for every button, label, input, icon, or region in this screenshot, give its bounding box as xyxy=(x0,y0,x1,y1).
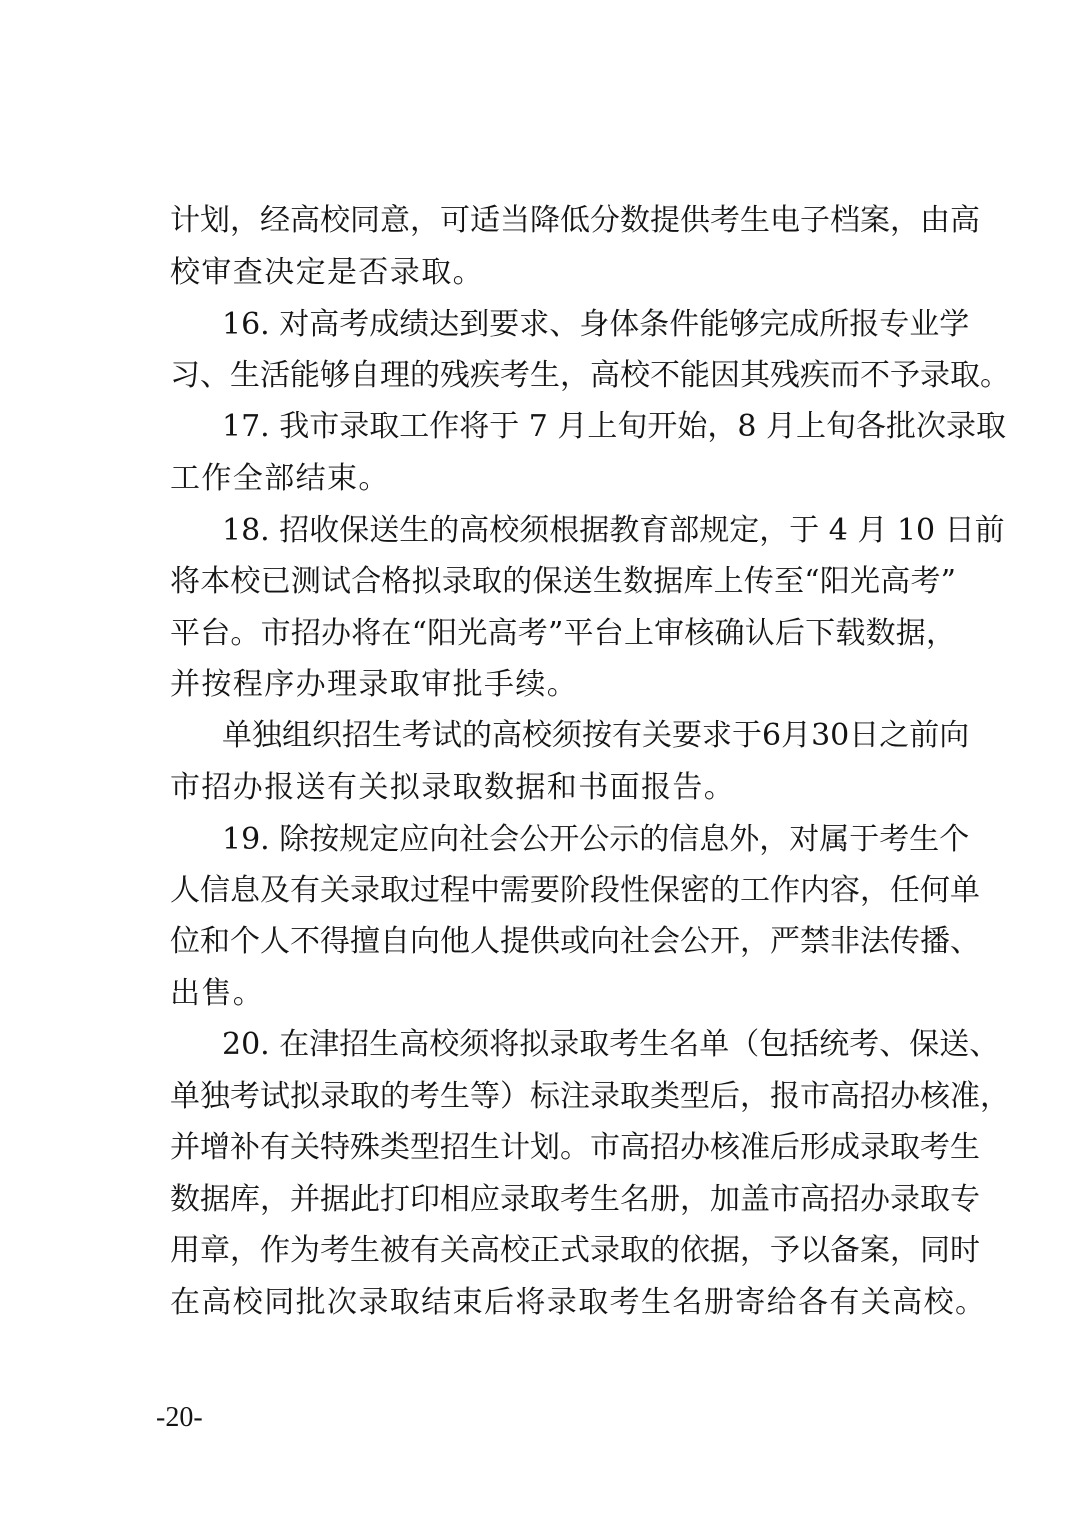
text-line: 19. 除按规定应向社会公开公示的信息外，对属于考生个 xyxy=(222,822,970,857)
text-line: 市招办报送有关拟录取数据和书面报告。 xyxy=(170,770,736,805)
text-line: 单独考试拟录取的考生等）标注录取类型后，报市高招办核准， xyxy=(170,1079,1010,1114)
text-line: 计划，经高校同意，可适当降低分数提供考生电子档案，由高 xyxy=(170,203,980,238)
text-line: 用章，作为考生被有关高校正式录取的依据，予以备案，同时 xyxy=(170,1233,980,1268)
text-line: 20. 在津招生高校须将拟录取考生名单（包括统考、保送、 xyxy=(222,1027,1000,1062)
text-line: 出售。 xyxy=(170,976,265,1011)
text-line: 在高校同批次录取结束后将录取考生名册寄给各有关高校。 xyxy=(170,1285,987,1320)
text-line: 平台。市招办将在“阳光高考”平台上审核确认后下载数据， xyxy=(170,616,956,651)
text-line: 将本校已测试合格拟录取的保送生数据库上传至“阳光高考” xyxy=(170,564,956,599)
text-line: 单独组织招生考试的高校须按有关要求于6月30日之前向 xyxy=(222,718,970,753)
page-number: -20- xyxy=(156,1402,203,1433)
text-line: 人信息及有关录取过程中需要阶段性保密的工作内容，任何单 xyxy=(170,873,980,908)
text-line: 17. 我市录取工作将于 7 月上旬开始，8 月上旬各批次录取 xyxy=(222,409,1007,444)
text-line: 并增补有关特殊类型招生计划。市高招办核准后形成录取考生 xyxy=(170,1130,980,1165)
text-line: 位和个人不得擅自向他人提供或向社会公开，严禁非法传播、 xyxy=(170,924,980,959)
text-line: 工作全部结束。 xyxy=(170,461,390,496)
text-line: 校审查决定是否录取。 xyxy=(170,255,484,290)
text-line: 习、生活能够自理的残疾考生，高校不能因其残疾而不予录取。 xyxy=(170,358,1010,393)
text-line: 并按程序办理录取审批手续。 xyxy=(170,667,579,702)
text-line: 18. 招收保送生的高校须根据教育部规定，于 4 月 10 日前 xyxy=(222,513,1005,548)
text-line: 数据库，并据此打印相应录取考生名册，加盖市高招办录取专 xyxy=(170,1182,980,1217)
text-line: 16. 对高考成绩达到要求、身体条件能够完成所报专业学 xyxy=(222,307,970,342)
